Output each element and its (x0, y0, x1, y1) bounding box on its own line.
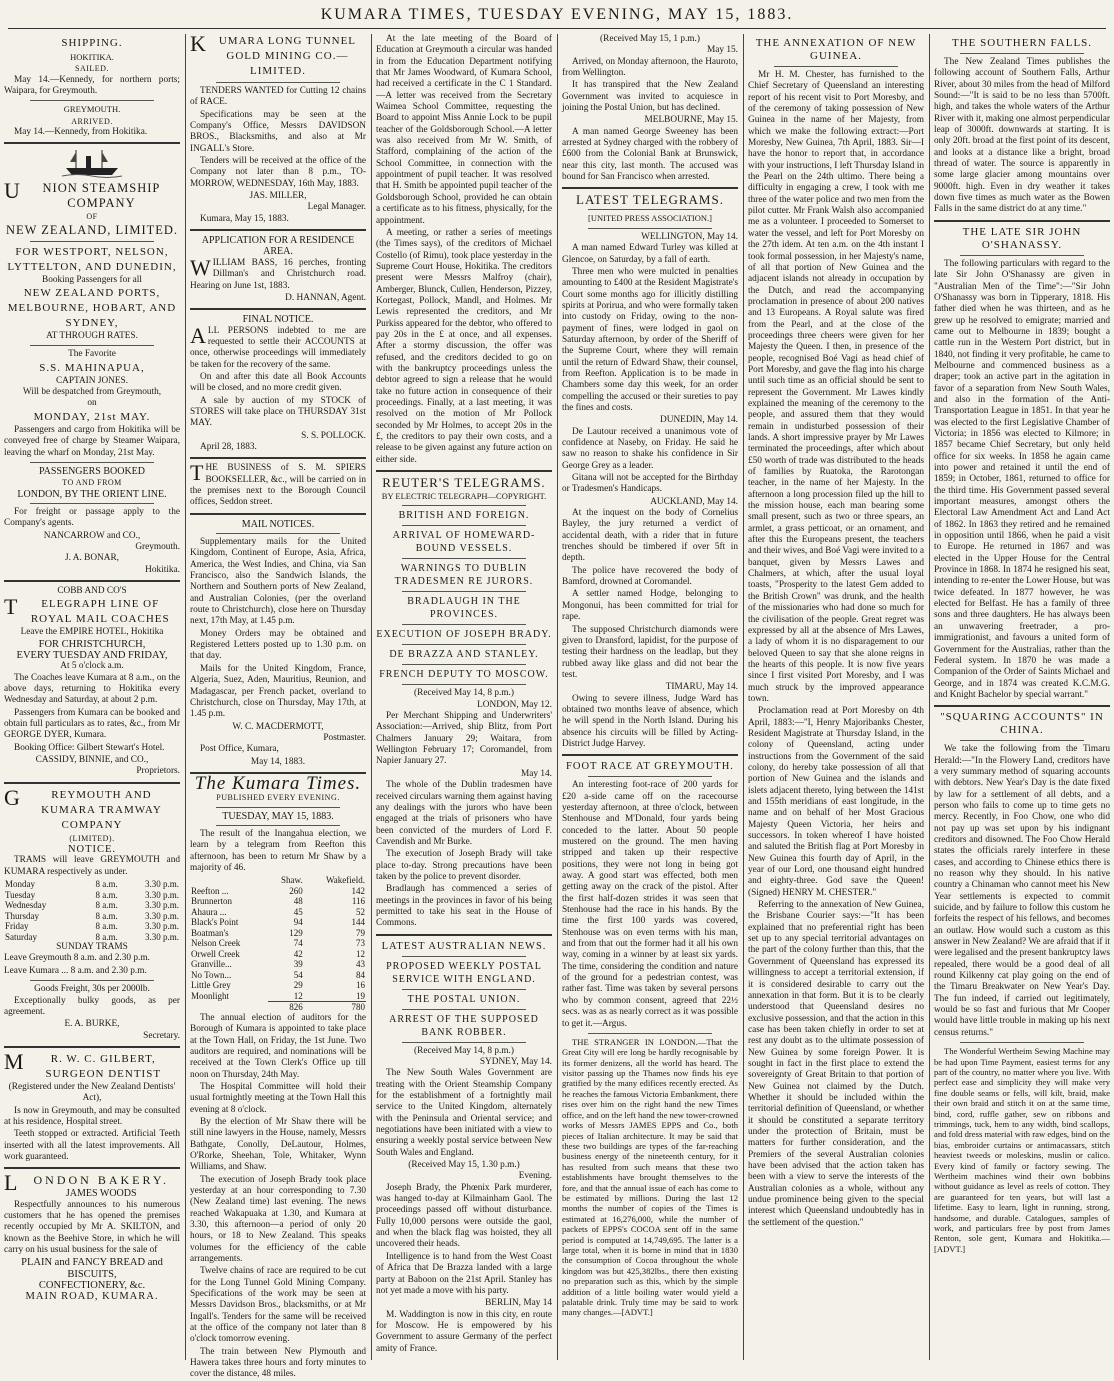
heading-line: CONFECTIONERY, &c. (38, 1280, 146, 1292)
text-line: Booking Passengers for all (42, 274, 142, 285)
paragraph: A settler named Hodge, belonging to Mongonui, has been committed for trial for rape. (562, 589, 738, 623)
table-row (4, 900, 180, 911)
divider (402, 684, 526, 685)
divider (588, 209, 712, 210)
label: SAILED. (75, 64, 109, 74)
received-line: (Received May 15, 1 p.m.) (600, 34, 700, 44)
divider (402, 1042, 526, 1043)
port-name: GREYMOUTH. (63, 104, 121, 115)
table-cell: 8 a.m. (95, 921, 118, 932)
reuters-heading: REUTER'S TELEGRAMS. (382, 475, 546, 491)
advertisement: The Wonderful Wertheim Sewing Machine may be had upon Time Payment, easiest terms for any part of the country, no matter where you live. With perfect ease and simplicity they will make very fine double seams or fells, will kilt, braid, make their own braid and stitch it on at the same time, bind, cord, ruffle gather, sew on ribbons and trimmings, tuck, hem to any width, bind scallops, and fold dress material with raw edges, bind on the bias, embroider curtains or antimacassars, stitch heaviest tweeds or moleskins, muslin or calico. Every kind of family or factory sewing. The Wertheim machines wind their own bobbins without guidance as level as reels of cotton. They are guaranteed for ten years, but will last a lifetime. Easy to learn, light in running, strong, handsome, and durable. Catalogues, samples of work, and particulars free by post from James Renton, sole gent, Kumara and Hokitika.—[ADVT.] (934, 1046, 1110, 1254)
divider (4, 1167, 180, 1169)
paragraph: Passengers from Kumara can be booked and obtain full particulars as to rates, &c., from Mr GEORGE DYER, Kumara. (4, 707, 180, 741)
divider (190, 457, 366, 459)
paper-title: The Kumara Times. (194, 772, 362, 794)
signature-title: Secretary. (143, 1030, 180, 1041)
paragraph: By the election of Mr Shaw there will be still nine lawyers in the House, namely, Messrs Bathgate, Conolly, DeLautour, Holmes, O'Rorke, Sheehan, Tole, Whitaker, Wynn Williams, and Shaw. (190, 1116, 366, 1173)
table-cell: 8 a.m. (95, 931, 118, 942)
dateline: BERLIN, May 14 (485, 1298, 552, 1309)
paragraph: Specifications may be seen at the Company's Office, Messrs DAVIDSON BROS., Blacksmiths, and also at Mr INGALL's Store. (190, 109, 366, 154)
paragraph: A man named Edward Turley was killed at Glencoe, on Saturday, by a fall of earth. (562, 243, 738, 265)
divider (216, 825, 340, 826)
column-6 (934, 34, 1110, 1360)
table-cell: 260 (289, 885, 303, 896)
byline: BY ELECTRIC TELEGRAPH—COPYRIGHT. (381, 491, 547, 502)
coach-heading: TELEGRAPH LINE OF ROYAL MAIL COACHES (4, 594, 170, 626)
latest-telegrams-heading: LATEST TELEGRAMS. (576, 192, 724, 208)
paragraph: Mails for the United Kingdom, France, Algeria, Suez, Aden, Mauritius, Reunion, and Madagascar, per French packet, overland to Christchurch, close on Thursday, May 17th, at 1.45 p.m. (190, 663, 366, 720)
column-header: Wakefield. (325, 875, 365, 886)
divider (960, 1042, 1084, 1043)
divider (190, 229, 366, 231)
table-cell: Nelson Creek (191, 938, 241, 949)
divider (30, 503, 154, 504)
paragraph: At the inquest on the body of Cornelius Bayley, the jury returned a verdict of accidental death, with a rider that in future trenches should be timbered if over 5ft in depth. (562, 508, 738, 564)
divider (402, 664, 526, 665)
notice-heading: NOTICE. (67, 844, 117, 856)
steamship-icon (62, 148, 122, 178)
paragraph: Exceptionally bulky goods, as per agreement. (4, 995, 180, 1017)
divider (562, 754, 738, 756)
text-line: Goods Freight, 30s per 2000lb. (34, 984, 150, 995)
table-cell: Wednesday (5, 900, 47, 911)
paragraph: A meeting, or rather a series of meetings (the Times says), of the creditors of Michael Costello (of Rimu), took place yesterday in the Supreme Court House, Hokitika. The creditors present were Messrs Malfroy (chair), Amberger, Blunck, Cullen, Henderson, Pizzey, Kortegast, Pollock, Mandl, and Holmes. Mr Lewis represented the creditors, and Mr Purkiss appeared for the debtor, who offered to pay 20s in the £ at once, and all expenses. After a stormy discussion, the offer was refused, and the creditors decided to go on with the bankruptcy proceedings unless the debtor agreed to sign a release that he would take no future action in consequence of their proceedings. Finally, at a last meeting, it was resolved on the motion of Mr Pollock seconded by Mr Holmes, to accept 20s in the £, the creditors to pay their own costs, and a release to be given against any future action on either side. (376, 227, 552, 465)
column-rule (371, 34, 372, 1360)
paragraph: The supposed Christchurch diamonds were given to Dransford, lapidist, for the purpose of testing their hardness on the leadlap, but they rubbed away like glass and did not bear the test. (562, 624, 738, 680)
signature: JAS. MILLER, (249, 191, 307, 202)
tramway-heading: GREYMOUTH AND KUMARA TRAMWAY COMPANY (4, 784, 162, 831)
heading-line: PASSENGERS BOOKED (38, 465, 146, 477)
dateline: May 14. (521, 768, 552, 779)
masthead: KUMARA TIMES, TUESDAY EVENING, MAY 15, 1883. (320, 6, 794, 23)
divider (402, 558, 526, 559)
column-header: Shaw. (281, 875, 303, 886)
captain-name: CAPTAIN JONES. (55, 375, 129, 386)
divider (934, 705, 1110, 707)
table-cell: Ahaura ... (191, 906, 227, 917)
subheading: DE BRAZZA AND STANLEY. (389, 649, 539, 661)
heading-line: SUNDAY TRAMS (56, 942, 128, 953)
table-cell: 43 (356, 959, 365, 970)
table-cell: 84 (356, 969, 365, 980)
oshanassy-heading: THE LATE SIR JOHN O'SHANASSY. (962, 225, 1082, 251)
divider (30, 980, 154, 981)
table-row (190, 896, 366, 907)
subheading: LATEST AUSTRALIAN NEWS. (381, 940, 547, 952)
table-cell: Boatman's (191, 927, 229, 938)
paragraph: Tenders will be received at the office of the Company not later than 8 p.m., TO-MORROW, WEDNESDAY, 16th May, 1883. (190, 156, 366, 189)
paragraph: M. Waddington is now in this city, en route for Moscow. He is empowered by his Government to assure Germany of the perfect amity of France. (376, 1309, 552, 1354)
date-line: May 14, 1883. (250, 756, 306, 767)
divider (960, 53, 1084, 54)
table-cell: 8 a.m. (95, 900, 118, 911)
text-line: The Favorite (68, 349, 116, 360)
table-cell: No Town... (191, 969, 232, 980)
table-cell: 45 (293, 906, 303, 917)
dateline: WELLINGTON, May 14. (641, 231, 738, 242)
table-cell: 12 (356, 948, 365, 959)
table-row (190, 917, 366, 928)
divider (562, 187, 738, 189)
divider (402, 505, 526, 506)
dentist-heading: MR. W. C. GILBERT, SURGEON DENTIST (4, 1048, 162, 1080)
table-cell: 3.30 p.m. (144, 900, 179, 911)
heading-line: PLAIN and FANCY BREAD and BISCUITS, (21, 1257, 163, 1280)
date-line: Kumara, May 15, 1883. (200, 213, 289, 224)
table-cell: 3.30 p.m. (144, 931, 179, 942)
column-4 (562, 34, 738, 1360)
dateline: TIMARU, May 14. (665, 682, 738, 693)
divider (402, 989, 526, 990)
divider (960, 740, 1084, 741)
table-cell: Little Grey (191, 980, 231, 991)
divider (190, 308, 366, 310)
paragraph: An interesting foot-race of 200 yards for £20 a-side came off on the racecourse yesterday afternoon, at three o'clock, between Stenhouse and M'Donald, four yards being conceded to the latter. About 50 people mustered on the ground. The men having stripped and taken up their respective positions, they were not long in being got away. A good start was effected, both men getting away on the crack of the pistol. After the first half-dozen strides it was seen that Stenhouse had the race in his hands. By the time the first 100 yards was covered, Stenhouse was on even terms with his man, and from that out the former had it all his own way, coming in a winner by at least six yards. The time, considering the condition and nature of the ground for a pedestrian contest, was rather fast. Time was taken by several persons who by common consent, agreed that 22½ secs. was as as nearly correct as it was possible to get it.—Argus. (562, 780, 738, 1029)
table-row (4, 890, 180, 901)
table-row (190, 970, 366, 981)
paragraph: A man named George Sweeney has been arrested at Sydney charged with the robbery of £600 from the Colonial Bank at Brunswick, near this city, last month. The accused was bound for San Francisco when arrested. (562, 126, 738, 183)
text-line: (Registered under the New Zealand Dentists' Act), (8, 1081, 176, 1104)
signature-title: Proprietors. (136, 766, 180, 777)
paragraph: ALL PERSONS indebted to me are requested to settle their ACCOUNTS at once, otherwise proceedings will immediately be taken for the recovery of the same. (190, 322, 366, 370)
received-line: (Received May 15, 1.30 p.m.) (408, 1160, 520, 1171)
table-cell: Friday (5, 921, 29, 932)
label: (LIMITED). (69, 833, 115, 843)
paragraph: Three men who were mulcted in penalties amounting to £400 at the Resident Magistrate's Court some months ago for illicitly distilling spirits at Porirua, and who were formally taken into custody on Friday, owing to the non-payment of fines, were lodged in gaol on Saturday afternoon, by order of the Sheriff of the Supreme Court, where they will remain until the return of Edward Shaw, their counsel, from Reefton. Application is to be made in Chambers some day this week, for an order compelling the accused or their sureties to pay the fines and costs. (562, 266, 738, 413)
table-row (190, 886, 366, 897)
heading-line: FOR CHRISTCHURCH, (38, 638, 146, 650)
subheading: ARRIVAL OF HOMEWARD-BOUND VESSELS. (392, 530, 536, 555)
heading-line: COBB AND CO'S (57, 585, 127, 596)
divider (4, 782, 180, 784)
tram-timetable (4, 879, 180, 942)
paragraph: Referring to the annexation of New Guinea, the Brisbane Courier says:—"It has been explained that no preferential right has been set up to any special territorial advantages on the part of the colony further than this, that the Government of Queensland has expressed its willingness to accept a territorial extension, if it is considered desirable to carry out the annexation in that form. But it is to be clearly understood that Queensland desires no exclusive possession, and that the action in this case has been taken chiefly in order to set at rest any doubt as to the ultimate possession of New Guinea by some foreign Power. It is sought in fact in the first place to extend the sovereignty of Great Britain to that portion of New Guinea not claimed by the Dutch. Whether it should be included within the territorial definition of Queensland, or whether it should be constituted a separate territory under the protection of Britain, must be matters for further consideration, and the Premiers of the several Australian colonies have been advised that the action taken has been with a view to serve the interests of the Australian colonies as a whole, without any undue prominence being given to the special interest which Queensland undoubtedly has in the settlement of the question." (748, 900, 924, 1228)
paragraph: Proclamation read at Port Moresby on 4th April, 1883:—"I, Henry Majoribanks Chester, Resident Magistrate at Thursday Island, in the colony of Queensland, acting under instructions from the Government of the said colony, do hereby take possession of all that portion of New Guinea and the islands and islets adjacent thereto, lying between the 141st and 155th meridians of east longitude, in the name and on behalf of her Most Gracious Majesty Queen Victoria, her heirs and successors. In token whereof I have hoisted and saluted the British flag at Port Moresby in New Guinea this fourth day of April, in the year of our Lord, one thousand eight hundred and eighty-three. God save the Queen! (Signed) HENRY M. CHESTER." (748, 706, 924, 898)
text-line: Will be despatched from Greymouth, (22, 387, 162, 398)
table-cell: 3.30 p.m. (144, 879, 179, 890)
paragraph: Passengers and cargo from Hokitika will be conveyed free of charge by Steamer Waipara, leaving the wharf on Monday, 21st May. (4, 424, 180, 458)
paragraph: Supplementary mails for the United Kingdom, Continent of Europe, Asia, Africa, America, the West Indies, and China, via San Francisco, also the Sandwich Islands, the Northern and Southern ports of New Zealand, and Australian Colonies, (per the overland route to Christchurch), close here on Thursday next, 17th May, at 1.45 p.m. (190, 537, 366, 627)
paragraph: The result of the Inangahua election, we learn by a telegram from Reefton this afternoon, has been to return Mr Shaw by a majority of 46. (190, 828, 366, 873)
table-cell: 29 (293, 980, 303, 991)
label: PUBLISHED EVERY EVENING. (216, 793, 340, 803)
divider (402, 624, 526, 625)
subheading: ARREST OF THE SUPPOSED BANK ROBBER. (389, 1013, 539, 1038)
table-row (4, 911, 180, 922)
table-cell: Saturday (5, 931, 37, 942)
text-line: AT THROUGH RATES. (46, 331, 138, 342)
paragraph: Intelligence is to hand from the West Coast of Africa that De Brazza landed with a large party at Baboon on the 21st April. Stanley has not yet made a move with his party. (376, 1251, 552, 1296)
table-cell: Granville... (191, 959, 232, 970)
column-rule (743, 34, 744, 1360)
table-row (190, 980, 366, 991)
heading-line: APPLICATION FOR A RESIDENCE AREA. (201, 235, 355, 258)
agent-place: Hokitika. (145, 564, 180, 575)
address-line: MAIN ROAD, KUMARA. (25, 1291, 159, 1303)
column-rule (929, 34, 930, 1360)
table-cell: 74 (293, 938, 303, 949)
table-cell: 142 (351, 885, 365, 896)
paragraph: Twelve chains of race are required to be cut for the Long Tunnel Gold Mining Company. Specifications of the work may be seen at Messrs Davidson Bros., blacksmiths, or at Mr Ingall's. Tenders for the same will be received at the office of the company not later than 8 o'clock tomorrow evening. (190, 1266, 366, 1345)
paragraph: The execution of Joseph Brady took place yesterday at an hour corresponding to 7.30 (New Zealand time) last evening. The news reached Wakapuaka at 1.30, and Kumara at 3.30, this afternoon—a period of only 20 hours, or 18 to New Zealand. This speaks volumes for the efficiency of the cable arrangements. (190, 1174, 366, 1265)
received-line: (Received May 14, 8 p.m.) (414, 688, 514, 699)
divider (588, 776, 712, 777)
dateline: MELBOURNE, May 15. (644, 115, 738, 126)
table-cell: 8 a.m. (95, 889, 118, 900)
divider (216, 807, 340, 808)
column-3 (376, 34, 552, 1360)
date-line: April 28, 1883. (200, 441, 257, 452)
squaring-accounts-heading: "SQUARING ACCOUNTS" IN CHINA. (940, 711, 1104, 737)
column-1 (4, 34, 180, 1360)
paragraph: Respectfully announces to his numerous customers that he has opened the premises recently occupied by Mr A. SKILTON, and known as the Beehive Store, in which he will carry on his usual business for the sale of (4, 1199, 180, 1255)
table-cell: 3.30 p.m. (144, 921, 179, 932)
paragraph: Teeth stopped or extracted. Artificial Teeth inserted with all the latest improvements. All work guaranteed. (4, 1129, 180, 1162)
table-row (4, 921, 180, 932)
paragraph: At the late meeting of the Board of Education at Greymouth a circular was handed in from the Education Department notifying that Mr James Woodward, of Kumara School, had received a certificate in the C 1 Standard.—A letter was received from the Secretary Waimea School Committee, requesting the Board to appoint Miss Annie Lock to be pupil teacher of the Goldsborough School.—A letter was also received from Mr W. Smith, of Stafford, complaining of the action of the School Committee, in connection with the appointment of pupil teacher. It was resolved that H. Smith be appointed pupil teacher of the Goldsborough School, provided he can obtain a certificate as to his fitness, physically, for the appointment. (376, 34, 552, 226)
table-cell: 39 (293, 959, 303, 970)
heading-line: LONDON, BY THE ORIENT LINE. (17, 488, 167, 500)
paragraph: Bradlaugh has commenced a series of meetings in the provinces in favor of his being permitted to take his seat in the House of Commons. (376, 884, 552, 929)
table-row (190, 991, 366, 1002)
bakery-heading: LONDON BAKERY. (4, 1170, 169, 1196)
paragraph: The following particulars with regard to the late Sir John O'Shanassy are given in "Australian Men of the Time":—"Sir John O'Shanassy was born in Tipperary, 1818. His father died when he was thirteen, and as he grew up he resolved to emigrate; married and came out to Melbourne in 1839; bought a cattle run in the Western Port district, but in 1840, not finding it very profitable, he came to Melbourne and commenced business as a draper; took an active part in the agitation in favor of a separation from New South Wales, and also in the formation of the Anti-Transportation League in 1851. In that year he was elected to the first Legislative Chamber of Victoria; in 1856 was elected to Kilmore; in 1857 became Chief Secretary, but only held office for six weeks. In 1858 he again came into power and retained it until the end of 1859; in October, 1861, returned to office for the third time. His Government passed several important measures, amongst others the Electoral Law Amendment Act and Land Act of 1862. In 1863 they retired and he remained in opposition until 1866, when he paid a visit to Europe. He returned in 1867 and was elected in the Upper House for the Central Province in 1868. In 1874 he resigned his seat, intending to re-enter the Lower House, but was twice defeated. In 1877 however, he was elected for Belfast. He has a family of three sons and three daughters. He has always been an unwavering freetrader, a pro-immigrationist, and favours a united form of Government for the Australias, rather than the Federal system. In 1870 he was made a Companion of the Order of Saints Michael and George, and in 1874 was created K.C.M.G. and Knight Bachelor by special warrant." (934, 258, 1110, 700)
signature-title: Legal Manager. (307, 202, 366, 213)
paragraph: Is now in Greymouth, and may be consulted at his residence, Hospital street. (4, 1105, 180, 1127)
agent-name: J. A. BONAR, (65, 553, 119, 564)
agent-name: NANCARROW and CO., (43, 530, 141, 541)
paragraph: The Coaches leave Kumara at 8 a.m., on the above days, returning to Hokitika every Wednesday and Saturday, at about 2 p.m. (4, 672, 180, 706)
table-cell: 144 (351, 917, 365, 928)
divider (402, 591, 526, 592)
divider (30, 241, 154, 242)
ports-line: NEW ZEALAND PORTS, MELBOURNE, HOBART, AND SYDNEY, (7, 287, 177, 330)
divider (30, 100, 154, 101)
top-rule (8, 28, 1106, 29)
table-cell: Reefton ... (191, 885, 229, 896)
table-cell: 42 (293, 948, 303, 959)
text-line: Leave Kumara ... 8 a.m. and 2.30 p.m. (4, 965, 147, 976)
label: ARRIVED. (71, 116, 113, 126)
advertisement: THE STRANGER IN LONDON.—That the Great City will ere long be hardly recognisable by its former denizens, all the world has heard. The visitor passing up the Thames now finds his eye gratified by the many edifices recently erected. As he reaches the famous Victoria Embankment, there rises over him on the right hand the new Times office, and on the left hand the new tower-crowned works of Messrs JAMES EPPS and Co., both pieces of Italian architecture. It may be said that these two buildings are types of the far-reaching business energy of the nineteenth century, for it has resulted from such means that these two establishments have brought themselves to the fore, and that the annual issue of each has come to be estimated by millions. During the last 12 months the number of copies of the Times is estimated at 16,276,000, while the number of packets of EPPS's COCOA sent off in the same period is computed at 14,749,695. The latter is a large total, when it is borne in mind that in 1830 the consumption of Cocoa throughout the whole kingdom was but 425,382lbs., there then existing no preparation such as this, which by the simple addition of a little boiling water would yield a palatable drink. Truly time may be said to work many changes.—[ADVT.] (562, 1036, 738, 1318)
divider (216, 533, 340, 534)
table-cell: Thursday (5, 910, 39, 921)
paragraph: WILLIAM BASS, 16 perches, fronting Dillman's and Christchurch road. Hearing on June 1st, 1883. (190, 254, 366, 291)
divider (30, 462, 154, 463)
table-cell: Brunnerton (191, 896, 232, 907)
subheading: THE POSTAL UNION. (407, 993, 521, 1005)
signature: CASSIDY, BINNIE, and CO., (35, 755, 149, 766)
table-cell: 116 (351, 896, 365, 907)
signature: S. S. POLLOCK. (301, 430, 366, 441)
mining-co-heading: KUMARA LONG TUNNEL GOLD MINING CO.—LIMITED. (190, 31, 357, 77)
paragraph: Owing to severe illness, Judge Ward has obtained two months leave of absence, which he will spend in the North Island. During his absence his circuits will be filled by Acting-District Judge Harvey. (562, 693, 738, 749)
divider (4, 580, 180, 582)
table-row (190, 938, 366, 949)
table-cell: 12 (293, 990, 303, 1001)
paragraph: THE BUSINESS of S. M. SPIERS BOOKSELLER, &c., will be carried on in the premises next to the Borough Council offices, Seddon street. (190, 460, 366, 508)
table-cell: Moonlight (191, 991, 230, 1002)
paragraph: The New South Wales Government are treating with the Orient Steamship Company for the establishment of a fortnightly mail service to the United Kingdom, alternately with the Peninsula and Oriental service; and negotiations have been initiated with a view to ensuring a weekly postal service between New South Wales and England. (376, 1068, 552, 1158)
sailing-date: MONDAY, 21st MAY. (33, 410, 151, 423)
divider (934, 220, 1110, 222)
foot-race-heading: FOOT RACE AT GREYMOUTH. (566, 761, 734, 773)
text-line: on (87, 398, 97, 409)
table-cell: 16 (356, 980, 365, 991)
label: TO AND FROM (62, 478, 122, 488)
paragraph: For freight or passage apply to the Company's agents. (4, 506, 180, 529)
annexation-heading: THE ANNEXATION OF NEW GUINEA. (755, 37, 917, 62)
table-row (190, 959, 366, 970)
shipping-heading: SHIPPING. (61, 37, 123, 49)
dateline: May 15. (707, 45, 738, 56)
election-results-table (190, 875, 366, 1013)
agent-place: Greymouth. (135, 541, 180, 552)
subheading: BRADLAUGH IN THE PROVINCES. (407, 596, 521, 621)
divider (190, 513, 366, 515)
paragraph: A sale by auction of my STOCK of STORES will take place on THURSDAY 31st MAY. (190, 395, 366, 429)
table-row (4, 879, 180, 890)
route-line: FOR WESTPORT, NELSON, LYTTELTON, AND DUNEDIN, (7, 245, 177, 273)
divider (4, 142, 180, 144)
table-cell: 54 (293, 969, 303, 980)
divider (402, 644, 526, 645)
table-row (190, 928, 366, 939)
paragraph: The annual election of auditors for the Borough of Kumara is appointed to take place at the Town Hall, on Friday, the 1st June. Two auditors are required, and nominations will be received at the Town Clerk's Office up till noon on Thursday, 24th May. (190, 1012, 366, 1080)
table-cell: 8 a.m. (95, 910, 118, 921)
text-line: At 5 o'clock a.m. (60, 661, 124, 672)
paragraph: It has transpired that the New Zealand Government was invited to acquiesce in joining the Postal Union, but has declined. (562, 80, 738, 114)
table-cell: Orwell Creek (191, 948, 240, 959)
paragraph: Joseph Brady, the Phœnix Park murderer, was hanged to-day at Kilmainham Gaol. The proceedings passed off without disturbance. Fully 10,000 persons were outside the gaol, and when the black flag was hoisted, they all uncovered their heads. (376, 1182, 552, 1250)
table-cell: 79 (356, 927, 365, 938)
divider (588, 228, 712, 229)
paragraph: The police have recovered the body of Bamford, drowned at Coromandel. (562, 565, 738, 588)
paragraph: The train between New Plymouth and Hawera takes three hours and forty minutes to cover the distance, 48 miles. (190, 1346, 366, 1380)
table-cell: 129 (289, 927, 303, 938)
subheading: EXECUTION OF JOSEPH BRADY. (376, 629, 552, 641)
signature: E. A. BURKE, (64, 1019, 120, 1030)
issue-date: TUESDAY, MAY 15, 1883. (222, 810, 334, 822)
dateline: DUNEDIN, May 14. (660, 415, 738, 426)
proprietor-name: JAMES WOODS (65, 1188, 137, 1200)
divider (588, 1033, 712, 1034)
divider (402, 1009, 526, 1010)
table-row (190, 907, 366, 918)
heading-line: NEW ZEALAND, LIMITED. (5, 222, 179, 237)
divider (960, 255, 1084, 256)
table-cell: 3.30 p.m. (144, 889, 179, 900)
paragraph: Gitana will not be accepted for the Birthday or Tradesmen's Handicaps. (562, 473, 738, 495)
column-rule (557, 34, 558, 1360)
table-cell: 8 a.m. (95, 879, 118, 890)
paragraph: Per Merchant Shipping and Underwriters' Association:—Arrived, ship Blitz, from Port Chalmers January 29; Waitara, from Wellington February 17; Coromandel, from Napier January 27. (376, 711, 552, 767)
column-2 (190, 31, 366, 1380)
subheading: FRENCH DEPUTY TO MOSCOW. (379, 669, 549, 681)
table-row (4, 932, 180, 943)
paragraph: Booking Office: Gilbert Stewart's Hotel. (14, 742, 165, 753)
table-cell: Black's Point (191, 917, 239, 928)
paragraph: On and after this date all Book Accounts will be closed, and no more credit given. (190, 371, 366, 394)
divider (30, 345, 154, 346)
table-row (190, 949, 366, 960)
column-rule (185, 34, 186, 1360)
paragraph: The Hospital Committee will hold their usual fortnightly meeting at the Town Hall this evening at 8 o'clock. (190, 1081, 366, 1115)
paragraph: Money Orders may be obtained and Registered Letters posted up to 1.30 p.m. on that day. (190, 628, 366, 662)
table-cell: Tuesday (5, 889, 36, 900)
paragraph: Arrived, on Monday afternoon, the Hauroto, from Wellington. (562, 56, 738, 79)
column-5 (748, 34, 924, 1360)
label: OF (86, 212, 98, 222)
paragraph: De Lautour received a unanimous vote of confidence at Naseby, on Friday. He said he saw no reason to shake his confidence in Sir George Grey as a leader. (562, 426, 738, 471)
table-cell: 73 (356, 938, 365, 949)
divider (774, 66, 898, 67)
union-steamship-heading: UNION STEAMSHIP COMPANY (4, 178, 161, 211)
paragraph: We take the following from the Timaru Herald:—"In the Flowery Land, creditors have a very summary method of squaring accounts with debtors. New Year's Day is the date fixed by law for a settlement of all debts, and a person who fails to come up to time gets no mercy. Recently, in Foo Chow, one who did not pay up was set upon by his indignant creditors and disowned. The Foo Chow Herald states the officials rarely interfere in these cases, and according to Chinese ethics there is no reason why they should. In his native country a Chinaman who cannot meet his New Year settlements is expected to commit suicide, and by failure to follow this custom he forfeits the respect of his fellows, and becomes an outlaw. How would such a custom as this answer in New Zealand? We are afraid that if it were legalised and the present bankruptcy laws repealed, there would be a good deal of all round Kilkenny cat play going on the end of the Timaru Breakwater on New Year's Day. The fun indeed, if carried out legitimately, would be so fast and furious that Mr Cooper would have little trouble in making up his next census returns." (934, 744, 1110, 1038)
divider (4, 1046, 180, 1048)
divider (402, 956, 526, 957)
paragraph: The New Zealand Times publishes the following account of Southern Falls, Arthur River, about 30 miles from the head of Milford Sound:—"It is said to be no less than 5700ft. high, and takes the whole waters of the Arthur River with it, making one almost perpendicular leap of 3000ft. downwards at starting. It is only 20ft. broad at the first point of its descent, and looks at a distance like a bright, broad thread of water. The source is apparently in some large glacier among mountains over 9000ft. high. Even in dry weather it takes down five times as much water as the Bowen Falls in the same district do at any time." (934, 57, 1110, 215)
port-name: HOKITIKA. (70, 52, 114, 62)
heading-line: FINAL NOTICE. (242, 314, 314, 326)
subheading: PROPOSED WEEKLY POSTAL SERVICE WITH ENGLAND. (386, 960, 542, 985)
text-line: Leave the EMPIRE HOTEL, Hokitika (20, 627, 164, 638)
paragraph: TENDERS WANTED for Cutting 12 chains of RACE. (190, 86, 366, 108)
dateline: SYDNEY, May 14. (479, 1056, 552, 1067)
total-cell: 780 (304, 1002, 366, 1013)
total-cell: 826 (268, 1002, 304, 1013)
heading-line: EVERY TUESDAY AND FRIDAY, (16, 649, 168, 661)
paragraph: Mr H. M. Chester, has furnished to the Chief Secretary of Queensland an interesting report of his recent visit to Port Moresby, and of the ceremony of taking possession of New Guinea in the name of her Majesty, from which we make the following extract:—Port Moresby, New Guinea, 7th April, 1883. Sir—I have the honor to report that, in accordance with your instructions, I left Thursday Island in the Pearl on the 24th ultimo. There being a difficulty in engaging a crew, I took with me three of the water police and two men from the pilot cutter. Mr Frank Walsh also accompanied me as a volunteer. I proceeded to Somerset to water the vessel, and left for Port Moresby on the 27th idem. At ten a.m. on the 4th instant I took formal possession, in her Majesty's name, of all that portion of New Guinea and the adjacent islands not already in occupation by the Dutch, and read the accompanying proclamation in presence of about 200 natives and 13 Europeans. A Royal salute was fired from the Pearl, and at the close of the proceedings three cheers were given for her Majesty the Queen. I then, in presence of the people, recognised Boé Vagi as head chief of Port Moresby, and gave the flag into his charge until such time as an official should be sent to represent the Government. Mr Lawes kindly explained the meaning of the ceremony to the people, and assured them that they would remain in undisturbed possession of their lands. A short impressive prayer by Mr Lawes terminated the proceedings, after which about £50 worth of trade was distributed to the heads of families by Ruatoka, the Rarotongan teacher, in the name of her Majesty. In the afternoon a long procession filed up the hill to the mission house, each man bearing some small present, such as two or three spears, an armlet, a grass petticoat, or an ornament, and after this the Europeans present, the teachers and their wives, and Boé Vagi were invited to a banquet, given by Messrs Lawes and Chalmers, at which, after the usual loyal toasts, "Prosperity to the latest Gem added to the British Crown" was drunk, and the health of the missionaries who had done so much for the civilisation of the people. Great regret was expressed by all at the absence of Mrs Lawes, a lady of whom it is no disparagement to our beloved Queen to say that she alone reigns in the hearts of this people. It is now five years since I first visited Port Moresby, and I was much struck by the improved appearance town. (748, 70, 924, 704)
table-cell: 94 (293, 917, 303, 928)
table-cell: Monday (5, 879, 35, 890)
subheading: WARNINGS TO DUBLIN TRADESMEN RE JURORS. (394, 563, 534, 588)
dateline: AUCKLAND, May 14. (650, 496, 738, 507)
signature: D. HANNAN, Agent. (285, 292, 366, 303)
ship-name: S.S. MAHINAPUA, (39, 361, 145, 374)
heading-line: MAIL NOTICES. (241, 518, 315, 530)
shipping-line: May 14.—Kennedy, for northern ports; Waipara, for Greymouth. (4, 74, 180, 97)
table-cell: 19 (356, 990, 365, 1001)
divider (376, 934, 552, 936)
southern-falls-heading: THE SOUTHERN FALLS. (951, 37, 1093, 49)
table-cell: 3.30 p.m. (144, 910, 179, 921)
subheading: BRITISH AND FOREIGN. (398, 510, 530, 522)
byline: [UNITED PRESS ASSOCIATION.] (588, 213, 712, 224)
paragraph: The execution of Joseph Brady will take place to-day. Strong precautions have been taken by the police to prevent disorder. (376, 849, 552, 882)
table-cell: 48 (293, 896, 303, 907)
divider (402, 525, 526, 526)
divider (376, 470, 552, 472)
text-line: Post Office, Kumara, (200, 744, 279, 755)
paragraph: TRAMS will leave GREYMOUTH and KUMARA respectively as under. (4, 855, 180, 877)
shipping-line: May 14.—Kennedy, from Hokitika. (14, 127, 148, 138)
signature-title: Postmaster. (323, 732, 366, 743)
table-cell: 52 (356, 906, 365, 917)
text-line: Leave Greymouth 8 a.m. and 2.30 p.m. (4, 953, 150, 964)
dateline: LONDON, May 12. (477, 699, 552, 710)
divider (216, 82, 340, 83)
signature: W. C. MACDERMOTT, (232, 721, 324, 732)
paragraph: The whole of the Dublin tradesmen have received circulars warning them against having any dealings with the jurors who have been engaged at the trials of prisoners who have been convicted of the murders of Lord F. Cavendish and Mr Burke. (376, 780, 552, 847)
dateline: Evening. (518, 1171, 552, 1182)
received-line: (Received May 14, 8 p.m.) (414, 1045, 514, 1056)
